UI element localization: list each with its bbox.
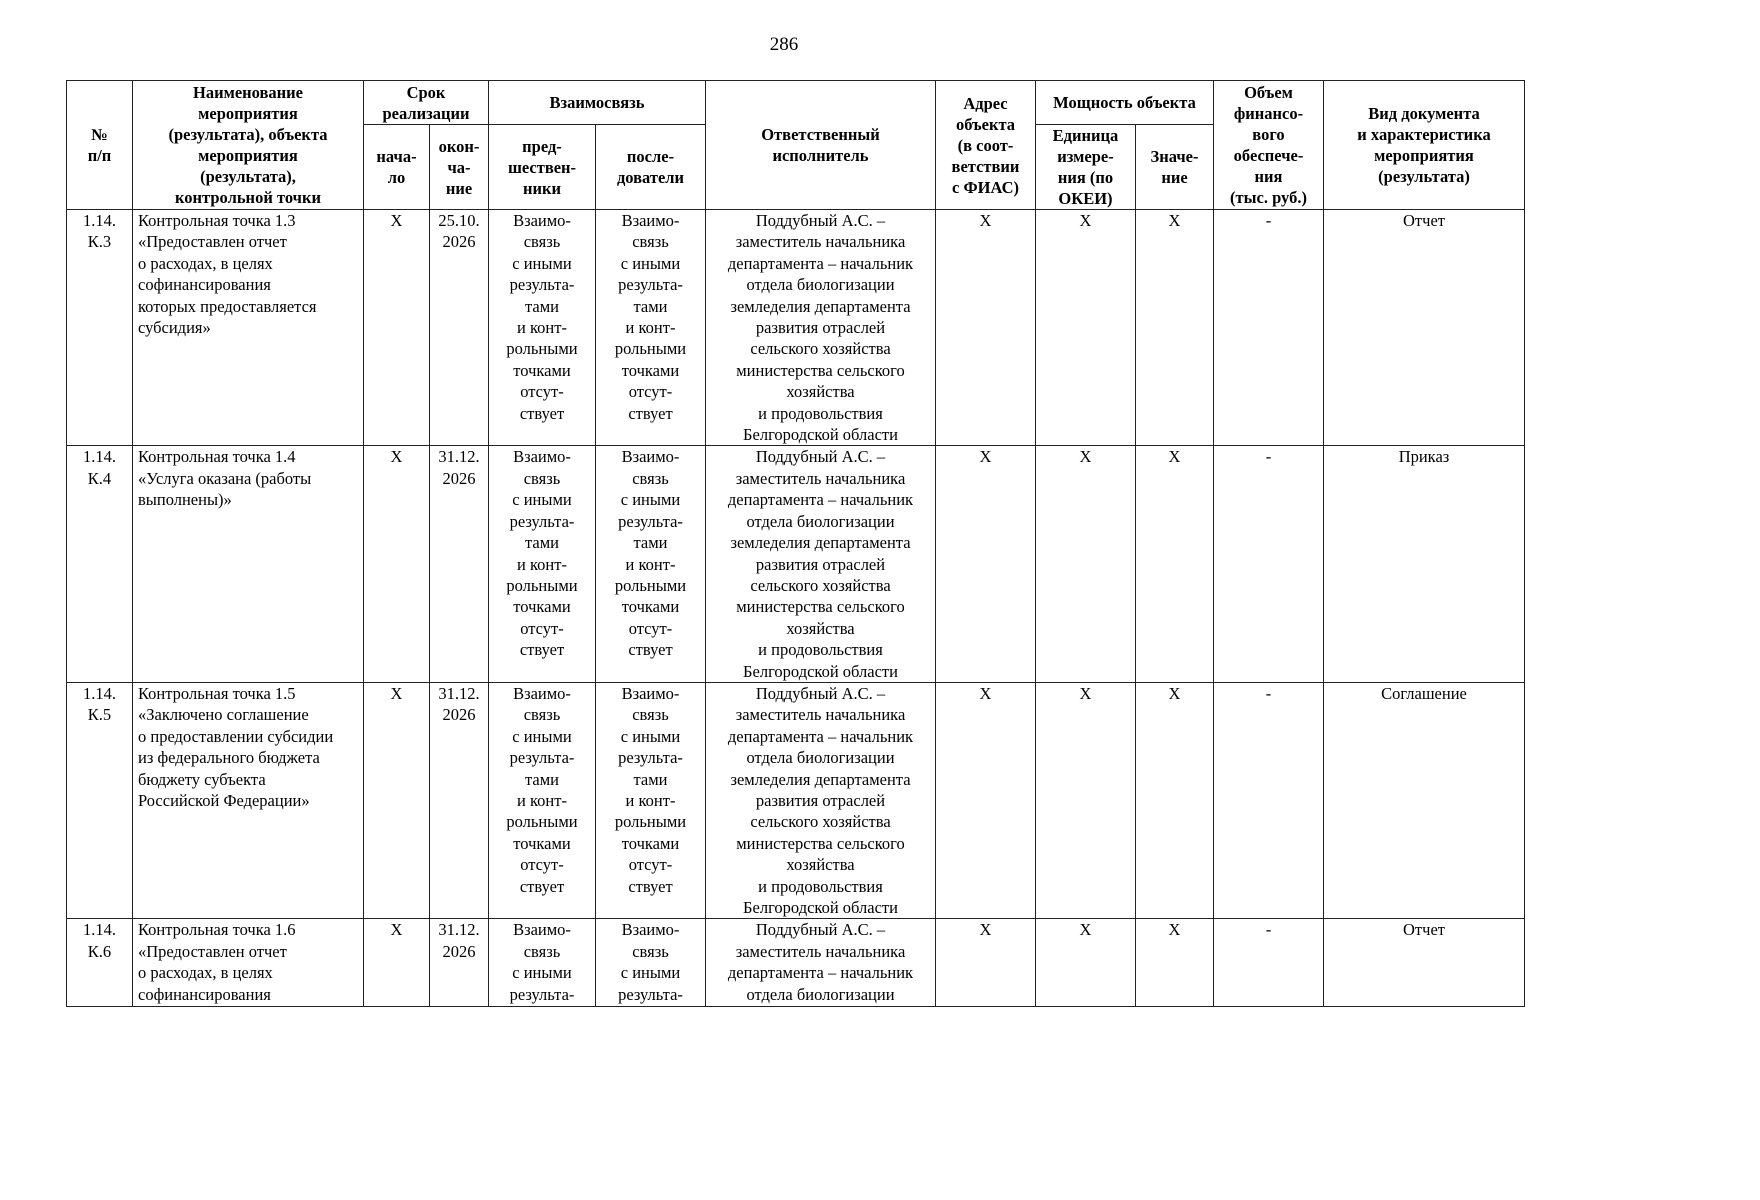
row-value: X [1136,446,1214,682]
header-predecessors: пред- шествен- ники [489,125,596,210]
row-value: X [1136,682,1214,918]
row-responsible: Поддубный А.С. – заместитель начальника департамента – начальник отдела биологизации [706,919,936,1007]
row-value: X [1136,919,1214,1007]
row-finance: - [1214,919,1324,1007]
row-start: X [364,682,430,918]
header-name: Наименование мероприятия (результата), объекта мероприятия (результата), контрольной точки [133,81,364,210]
row-predecessors: Взаимо- связь с иными результа- тами и конт- рольными точками отсут- ствует [489,682,596,918]
row-name: Контрольная точка 1.3 «Предоставлен отчет о расходах, в целях софинансирования которых предоставляется субсидия» [133,210,364,446]
row-doc: Соглашение [1324,682,1525,918]
row-start: X [364,919,430,1007]
row-address: X [936,919,1036,1007]
row-end: 31.12. 2026 [430,682,489,918]
row-successors: Взаимо- связь с иными результа- тами и конт- рольными точками отсут- ствует [596,446,706,682]
row-num: 1.14. К.4 [67,446,133,682]
row-predecessors: Взаимо- связь с иными результа- тами и конт- рольными точками отсут- ствует [489,210,596,446]
row-doc: Отчет [1324,919,1525,1007]
row-address: X [936,682,1036,918]
row-unit: X [1036,682,1136,918]
row-successors: Взаимо- связь с иными результа- тами и конт- рольными точками отсут- ствует [596,210,706,446]
row-name: Контрольная точка 1.4 «Услуга оказана (работы выполнены)» [133,446,364,682]
row-doc: Приказ [1324,446,1525,682]
row-unit: X [1036,446,1136,682]
row-responsible: Поддубный А.С. – заместитель начальника департамента – начальник отдела биологизации земледелия департамента развития отраслей сельского хозяйства министерства сельского хозяйства и продовольствия Белгородской области [706,446,936,682]
row-finance: - [1214,446,1324,682]
page-number: 286 [769,34,799,55]
header-num: № п/п [67,81,133,210]
row-name: Контрольная точка 1.6 «Предоставлен отчет о расходах, в целях софинансирования [133,919,364,1007]
header-power: Мощность объекта [1036,81,1214,125]
header-start: нача- ло [364,125,430,210]
table-row [67,682,1525,918]
row-finance: - [1214,210,1324,446]
row-start: X [364,446,430,682]
row-unit: X [1036,919,1136,1007]
header-unit: Единица измере- ния (по ОКЕИ) [1036,125,1136,210]
row-unit: X [1036,210,1136,446]
table-row [67,919,1525,1007]
row-num: 1.14. К.6 [67,919,133,1007]
header-successors: после- дователи [596,125,706,210]
row-successors: Взаимо- связь с иными результа- [596,919,706,1007]
row-name: Контрольная точка 1.5 «Заключено соглашение о предоставлении субсидии из федерального бюджета бюджету субъекта Российской Федерации» [133,682,364,918]
row-value: X [1136,210,1214,446]
table-row [67,446,1525,682]
row-end: 25.10. 2026 [430,210,489,446]
header-responsible: Ответственный исполнитель [706,81,936,210]
row-num: 1.14. К.5 [67,682,133,918]
header-end: окон- ча- ние [430,125,489,210]
row-finance: - [1214,682,1324,918]
table-row [67,210,1525,446]
header-address: Адрес объекта (в соот- ветствии с ФИАС) [936,81,1036,210]
row-end: 31.12. 2026 [430,919,489,1007]
row-predecessors: Взаимо- связь с иными результа- [489,919,596,1007]
row-predecessors: Взаимо- связь с иными результа- тами и конт- рольными точками отсут- ствует [489,446,596,682]
row-start: X [364,210,430,446]
header-finance: Объем финансо- вого обеспече- ния (тыс. руб.) [1214,81,1324,210]
row-successors: Взаимо- связь с иными результа- тами и конт- рольными точками отсут- ствует [596,682,706,918]
row-end: 31.12. 2026 [430,446,489,682]
row-doc: Отчет [1324,210,1525,446]
row-num: 1.14. К.3 [67,210,133,446]
header-srok: Срок реализации [364,81,489,125]
row-responsible: Поддубный А.С. – заместитель начальника департамента – начальник отдела биологизации земледелия департамента развития отраслей сельского хозяйства министерства сельского хозяйства и продовольствия Белгородской области [706,682,936,918]
row-address: X [936,210,1036,446]
header-doc: Вид документа и характеристика мероприятия (результата) [1324,81,1525,210]
row-responsible: Поддубный А.С. – заместитель начальника департамента – начальник отдела биологизации земледелия департамента развития отраслей сельского хозяйства министерства сельского хозяйства и продовольствия Белгородской области [706,210,936,446]
header-link: Взаимосвязь [489,81,706,125]
events-table [66,80,1525,1007]
row-address: X [936,446,1036,682]
header-value: Значе- ние [1136,125,1214,210]
